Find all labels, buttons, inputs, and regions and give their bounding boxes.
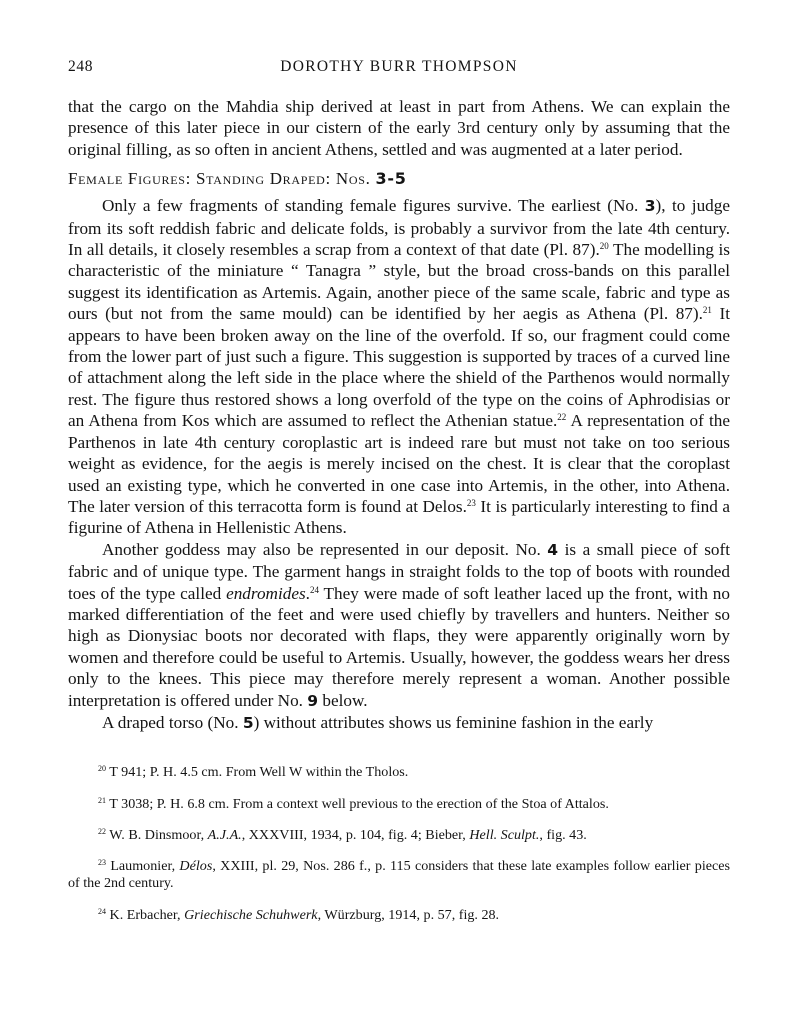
paragraph-another-goddess (68, 539, 730, 712)
footnote-ref-23: 23 (466, 497, 476, 508)
footnote-number: 22 (98, 826, 106, 836)
footnote-text: K. Erbacher, (109, 906, 185, 923)
footnote-text: Laumonier, (110, 858, 180, 875)
paragraph-text: Another goddess may also be represented in our deposit. No. (102, 539, 548, 559)
footnote-text: T 941; P. H. 4.5 cm. From Well W within the Tholos. (109, 764, 409, 781)
section-heading-text: Female Figures: Standing Draped: Nos. (68, 169, 376, 189)
paragraph-text: ) without attributes shows us feminine fashion in the early (253, 712, 654, 732)
footnote-21 (68, 796, 730, 813)
footnote-italic: Griechische Schuhwerk (184, 906, 318, 923)
paragraph-text: ), to judge from its soft reddish fabric and delicate folds, is probably a survivor from the late 4th century. In all details, it closely resembles a scrap from a context of that date (Pl. 87). (68, 196, 730, 260)
footnote-text: T 3038; P. H. 6.8 cm. From a context well previous to the erection of the Stoa of Attalos. (109, 795, 609, 812)
footnote-number: 24 (98, 906, 106, 916)
footnote-22 (68, 827, 730, 844)
paragraph-text: It appears to have been broken away on the line of the overfold. If so, our fragment could come from the lower part of just such a figure. This suggestion is supported by traces of a curved line of attachment along the left side in the place where the shield of the Parthenos would normally rest. The figure thus restored shows a long overfold of the type on the coins of Aphrodisias or an Athena from Kos which are assumed to reflect the Athenian statue. (68, 304, 731, 431)
catalogue-number: 4 (547, 540, 559, 559)
page-number: 248 (68, 58, 94, 75)
page (68, 54, 730, 938)
footnote-ref-22: 22 (557, 412, 567, 423)
paragraph-text: is a small piece of soft fabric and of unique type. The garment hangs in straight folds to the top of boots with rounded toes of the type called (68, 539, 730, 603)
section-heading-numbers: 3-5 (375, 169, 407, 189)
footnote-number: 23 (98, 858, 106, 868)
footnote-23 (68, 858, 730, 892)
footnote-ref-21: 21 (702, 305, 712, 316)
running-head (68, 54, 730, 78)
paragraph-text: A draped torso (No. (102, 712, 243, 732)
paragraph-text: A representation of the Parthenos in late 4th century coroplastic art is indeed rare but must not take on too serious weight as evidence, for the aegis is merely incised on the chest. It is clear that the coroplast used an existing type, which he converted in one case into Artemis, in the other, into Athena. The later version of this terracotta form is found at Delos. (68, 411, 730, 516)
footnote-text: , fig. 43. (539, 826, 587, 843)
footnote-number: 20 (98, 764, 106, 774)
section-heading (68, 168, 730, 189)
catalogue-number: 3 (644, 197, 656, 216)
paragraph-text: below. (318, 690, 368, 710)
footnote-italic: Délos (179, 858, 213, 875)
catalogue-number: 5 (242, 713, 254, 732)
paragraph-draped-torso (68, 712, 730, 734)
footnote-ref-20: 20 (599, 241, 609, 252)
italic-term: endromides (226, 583, 306, 603)
footnote-italic: Hell. Sculpt. (469, 826, 540, 843)
paragraph-text: Only a few fragments of standing female figures survive. The earliest (No. (102, 196, 645, 216)
footnote-number: 21 (98, 795, 106, 805)
footnote-20 (68, 764, 730, 781)
paragraph-text: . (305, 583, 310, 603)
intro-paragraph: that the cargo on the Mahdia ship derived at least in part from Athens. We can explain the presence of this later piece in our cistern of the early 3rd century only by assuming that the original filling, as so often in ancient Athens, settled and was augmented at a later period. (68, 97, 730, 159)
footnote-italic: A.J.A. (207, 826, 242, 843)
paragraph-standing-female-figures (68, 195, 730, 539)
paragraph-text: It is particularly interesting to find a figurine of Athena in Hellenistic Athens. (68, 496, 730, 538)
running-title: DOROTHY BURR THOMPSON (280, 58, 518, 75)
body-text (68, 96, 730, 734)
catalogue-number: 9 (307, 691, 319, 710)
footnote-24 (68, 907, 730, 924)
footnote-text: W. B. Dinsmoor, (109, 826, 208, 843)
footnote-text: , XXIII, pl. 29, Nos. 286 f., p. 115 considers that these late examples follow earlier pieces of the 2nd century. (68, 858, 730, 892)
footnote-ref-24: 24 (309, 584, 319, 595)
paragraph-text: The modelling is characteristic of the miniature “ Tanagra ” style, but the broad cross-bands on this parallel suggest its identification as Artemis. Again, another piece of the same scale, fabric and type as ours (but not from the same mould) can be identified by her aegis as Athena (Pl. 87). (68, 240, 730, 324)
footnote-text: , Würzburg, 1914, p. 57, fig. 28. (317, 906, 500, 923)
footnotes (68, 764, 730, 924)
footnote-text: , XXXVIII, 1934, p. 104, fig. 4; Bieber, (241, 826, 470, 843)
paragraph-text: They were made of soft leather laced up the front, with no marked differentiation of the feet and were used chiefly by travellers and hunters. Neither so high as Dionysiac boots nor decorated with flaps, they were apparently originally worn by women and therefore could be useful to Artemis. Usually, however, the goddess wears her dress only to the knees. This piece may therefore merely represent a woman. Another possible interpretation is offered under No. (68, 583, 730, 710)
